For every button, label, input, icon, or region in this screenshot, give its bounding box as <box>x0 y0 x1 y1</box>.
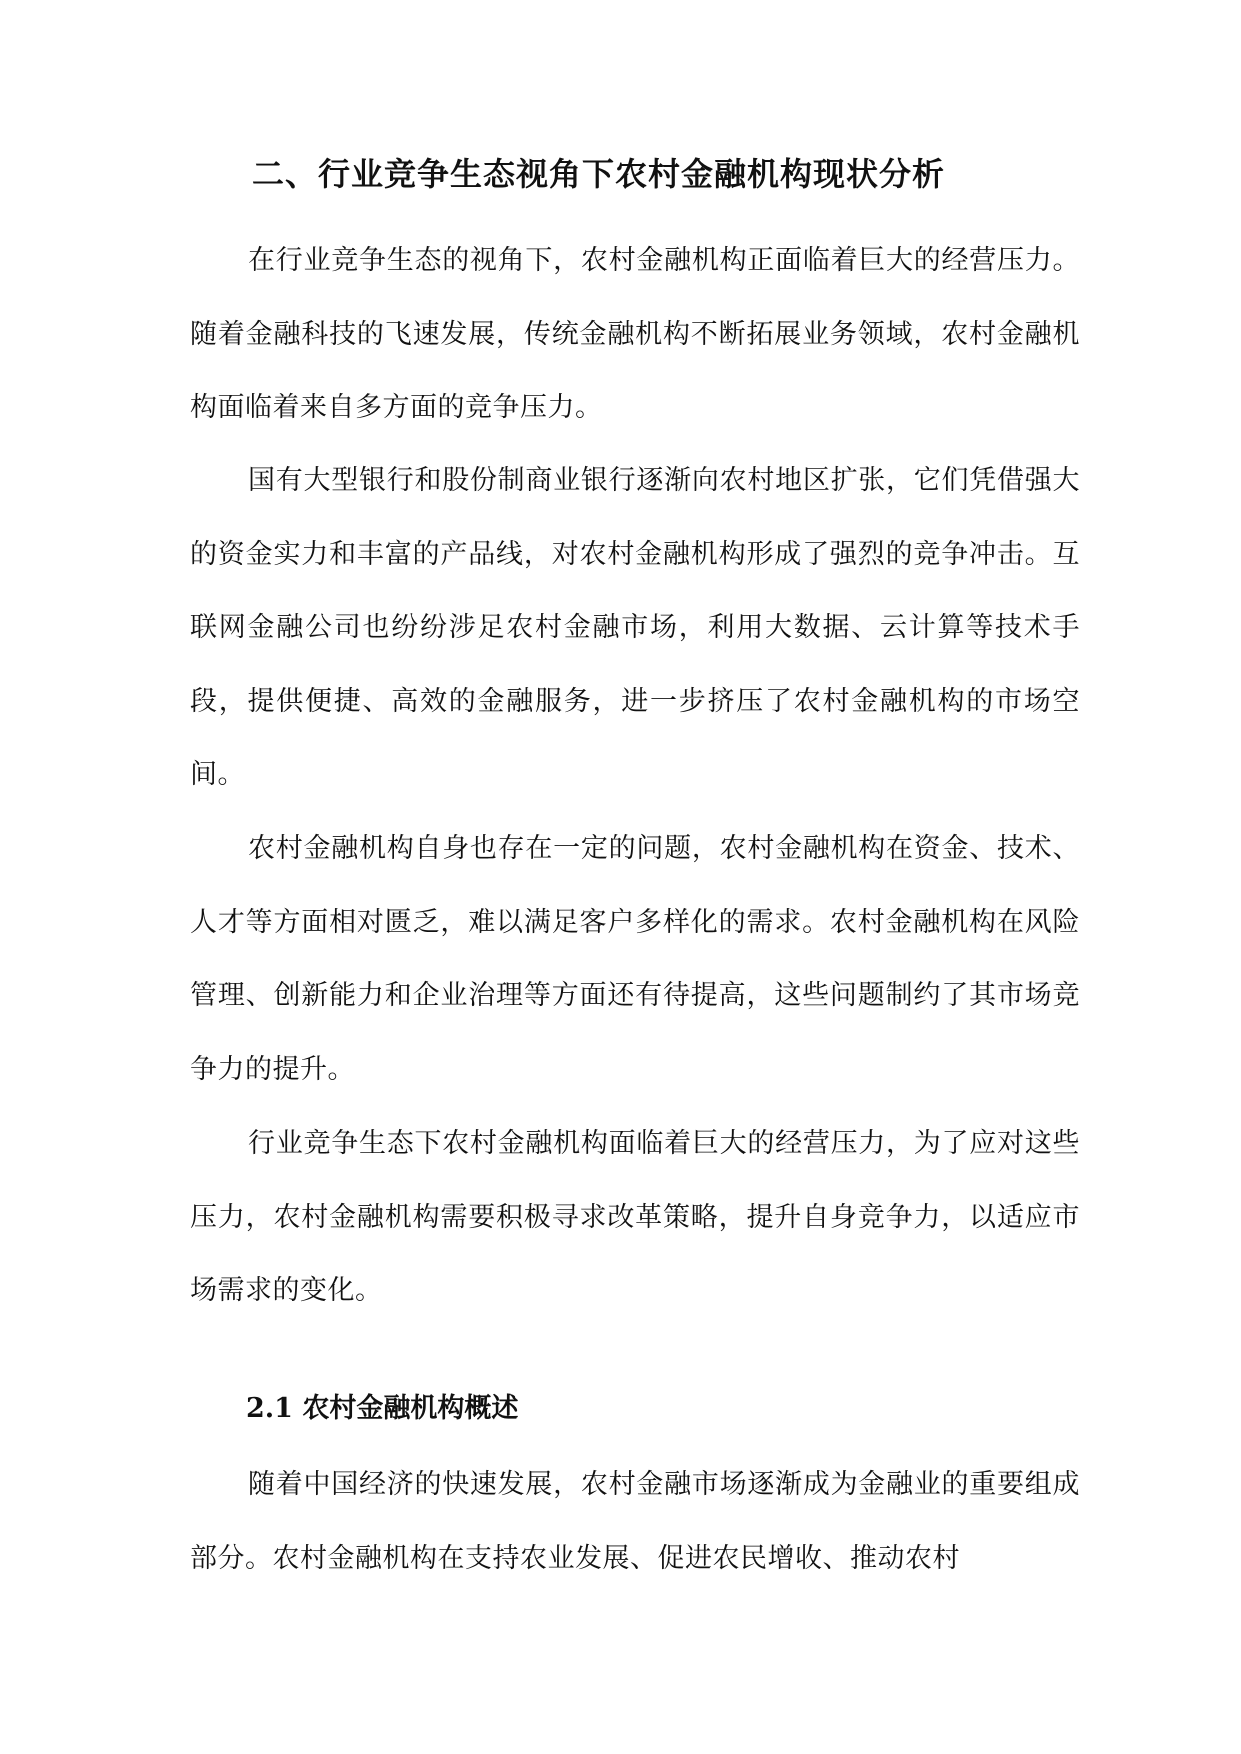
section-heading: 二、行业竞争生态视角下农村金融机构现状分析 <box>252 155 946 193</box>
paragraph: 行业竞争生态下农村金融机构面临着巨大的经营压力，为了应对这些压力，农村金融机构需要积极寻求改革策略，提升自身竞争力，以适应市场需求的变化。 <box>190 1128 1080 1306</box>
paragraph: 国有大型银行和股份制商业银行逐渐向农村地区扩张，它们凭借强大的资金实力和丰富的产品线，对农村金融机构形成了强烈的竞争冲击。互联网金融公司也纷纷涉足农村金融市场，利用大数据、云计算等技术手段，提供便捷、高效的金融服务，进一步挤压了农村金融机构的市场空间。 <box>190 465 1080 790</box>
subsection-heading: 2.1 农村金融机构概述 <box>246 1393 519 1424</box>
paragraph: 农村金融机构自身也存在一定的问题，农村金融机构在资金、技术、人才等方面相对匮乏，难以满足客户多样化的需求。农村金融机构在风险管理、创新能力和企业治理等方面还有待提高，这些问题制约了其市场竞争力的提升。 <box>190 833 1080 1085</box>
paragraph: 在行业竞争生态的视角下，农村金融机构正面临着巨大的经营压力。随着金融科技的飞速发展，传统金融机构不断拓展业务领域，农村金融机构面临着来自多方面的竞争压力。 <box>190 245 1080 423</box>
paragraph: 随着中国经济的快速发展，农村金融市场逐渐成为金融业的重要组成部分。农村金融机构在支持农业发展、促进农民增收、推动农村 <box>190 1469 1080 1574</box>
